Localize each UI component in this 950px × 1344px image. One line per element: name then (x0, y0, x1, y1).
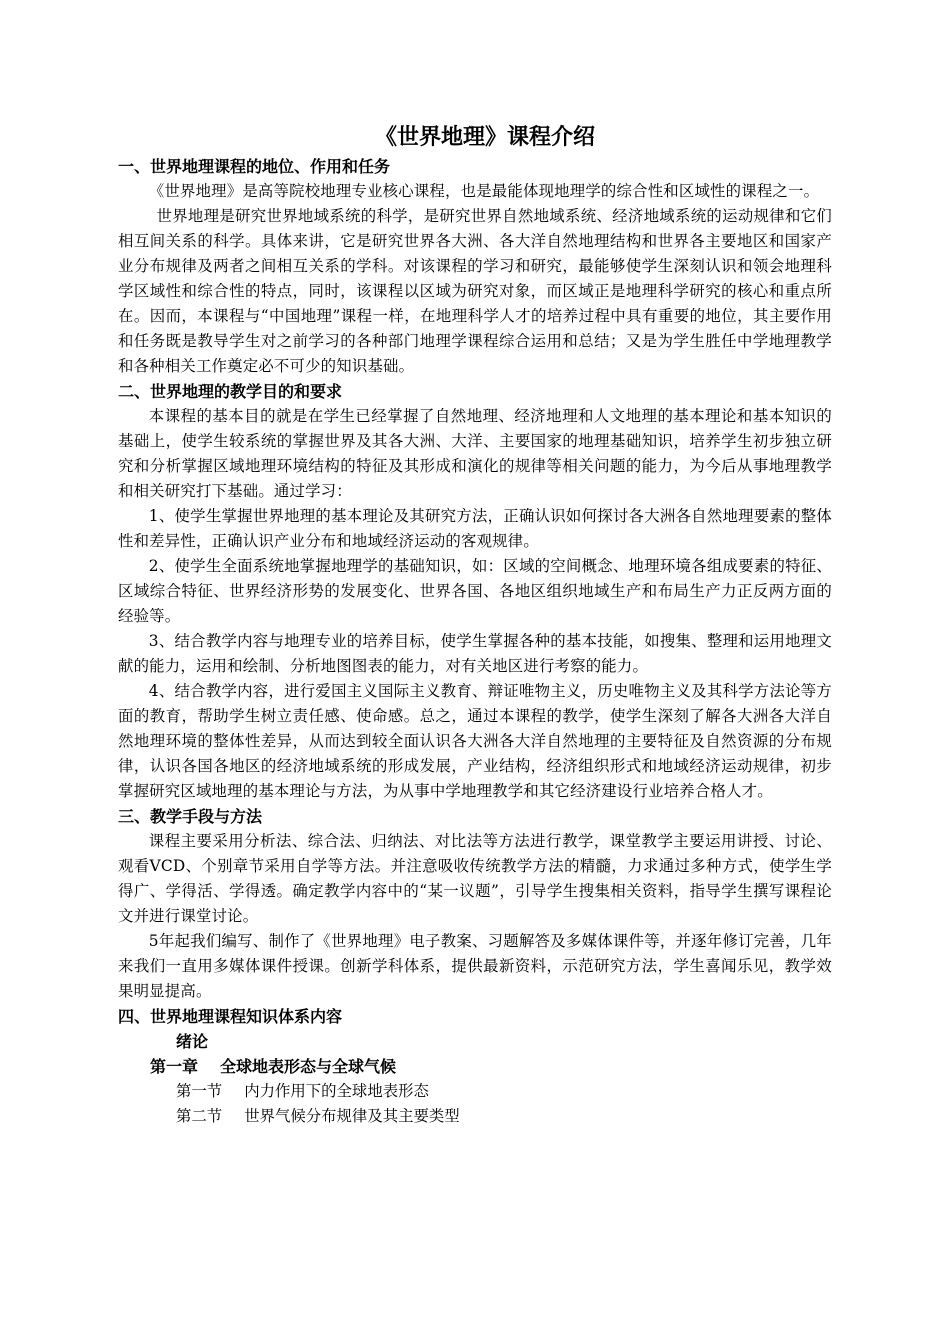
toc-section-2 (118, 1104, 832, 1129)
section-2-item-2: 2、使学生全面系统地掌握地理学的基础知识，如：区域的空间概念、地理环境各组成要素的特征、区域综合特征、世界经济形势的发展变化、世界各国、各地区组织地域生产和布局生产力正反两方面的经验等。 (118, 557, 832, 625)
section-1-heading: 一、世界地理课程的地位、作用和任务 (118, 157, 391, 176)
section-3-heading: 三、教学手段与方法 (118, 807, 263, 826)
section-3-paragraph-2: 5年起我们编写、制作了《世界地理》电子教案、习题解答及多媒体课件等，并逐年修订完善，几年来我们一直用多媒体课件授课。创新学科体系，提供最新资料，示范研究方法，学生喜闻乐见，教学效果明显提高。 (118, 932, 832, 1000)
toc-section-1-number: 第一节 (176, 1082, 223, 1100)
document-page (118, 120, 832, 1129)
toc-chapter-1-number: 第一章 (150, 1057, 199, 1076)
document-title: 《世界地理》课程介绍 (374, 124, 595, 150)
toc-introduction: 绪论 (176, 1032, 209, 1051)
section-2-item-3: 3、结合教学内容与地理专业的培养目标，使学生掌握各种的基本技能，如搜集、整理和运用地理文献的能力，运用和绘制、分析地图图表的能力，对有关地区进行考察的能力。 (118, 632, 832, 675)
section-2-paragraph-1: 本课程的基本目的就是在学生已经掌握了自然地理、经济地理和人文地理的基本理论和基本知识的基础上，使学生较系统的掌握世界及其各大洲、大洋、主要国家的地理基础知识，培养学生初步独立研究和分析掌握区域地理环境结构的特征及其形成和演化的规律等相关问题的能力，为今后从事地理教学和相关研究打下基础。通过学习： (118, 407, 832, 500)
section-3-paragraph-1: 课程主要采用分析法、综合法、归纳法、对比法等方法进行教学，课堂教学主要运用讲授、讨论、观看VCD、个别章节采用自学等方法。并注意吸收传统教学方法的精髓，力求通过多种方式，使学生学得广、学得活、学得透。确定教学内容中的“某一议题”，引导学生搜集相关资料，指导学生撰写课程论文并进行课堂讨论。 (118, 832, 832, 925)
section-4-heading: 四、世界地理课程知识体系内容 (118, 1007, 343, 1026)
toc-section-1-title: 内力作用下的全球地表形态 (244, 1082, 429, 1100)
toc-section-1 (118, 1079, 832, 1104)
section-1-paragraph-2: 世界地理是研究世界地域系统的科学，是研究世界自然地域系统、经济地域系统的运动规律和它们相互间关系的科学。具体来讲，它是研究世界各大洲、各大洋自然地理结构和世界各主要地区和国家产业分布规律及两者之间相互关系的学科。对该课程的学习和研究，最能够使学生深刻认识和领会地理科学区域性和综合性的特点，同时，该课程以区域为研究对象，而区域正是地理科学研究的核心和重点所在。因而，本课程与“中国地理”课程一样，在地理科学人才的培养过程中具有重要的地位，其主要作用和任务既是教导学生对之前学习的各种部门地理学课程综合运用和总结；又是为学生胜任中学地理教学和各种相关工作奠定必不可少的知识基础。 (118, 207, 832, 375)
toc-section-2-number: 第二节 (176, 1107, 223, 1125)
section-2-item-1: 1、使学生掌握世界地理的基本理论及其研究方法，正确认识如何探讨各大洲各自然地理要素的整体性和差异性，正确认识产业分布和地域经济运动的客观规律。 (118, 507, 832, 550)
section-1-paragraph-1: 《世界地理》是高等院校地理专业核心课程，也是最能体现地理学的综合性和区域性的课程之一。 (148, 182, 820, 200)
toc-chapter-1 (118, 1054, 832, 1079)
section-2-item-4: 4、结合教学内容，进行爱国主义国际主义教育、辩证唯物主义，历史唯物主义及其科学方法论等方面的教育，帮助学生树立责任感、使命感。总之，通过本课程的教学，使学生深刻了解各大洲各大洋自然地理环境的整体性差异，从而达到较全面认识各大洲各大洋自然地理的主要特征及自然资源的分布规律，认识各国各地区的经济地域系统的形成发展，产业结构，经济组织形式和地域经济运动规律，初步掌握研究区域地理的基本理论与方法，为从事中学地理教学和其它经济建设行业培养合格人才。 (118, 682, 832, 800)
toc-chapter-1-title: 全球地表形态与全球气候 (220, 1057, 397, 1076)
section-2-heading: 二、世界地理的教学目的和要求 (118, 382, 343, 401)
toc-section-2-title: 世界气候分布规律及其主要类型 (244, 1107, 460, 1125)
